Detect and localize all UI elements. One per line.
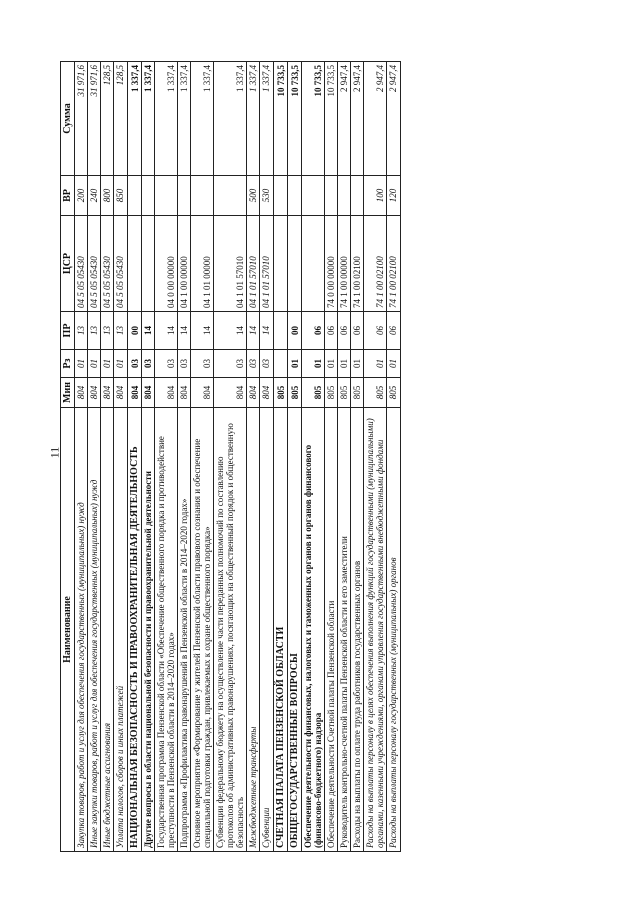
vr-cell [325, 176, 338, 216]
rotated-table-container [60, 62, 592, 852]
vr-cell: 800 [101, 176, 114, 216]
rz-cell: 03 [127, 350, 141, 378]
table-row [325, 62, 338, 852]
rz-cell: 01 [387, 350, 400, 378]
min-cell: 805 [338, 378, 351, 408]
table-row [141, 62, 154, 852]
sum-cell: 1 337,4 [260, 62, 273, 176]
sum-cell: 1 337,4 [177, 62, 190, 176]
header-sum: Сумма [61, 62, 75, 176]
table-row [214, 62, 247, 852]
min-cell: 804 [75, 378, 88, 408]
rotated-page-area [60, 62, 592, 852]
rz-cell: 03 [154, 350, 177, 378]
vr-cell: 120 [387, 176, 400, 216]
pr-cell: 13 [101, 312, 114, 350]
min-cell: 804 [88, 378, 101, 408]
sum-cell: 1 337,4 [154, 62, 177, 176]
min-cell: 805 [351, 378, 364, 408]
row-name-cell: Иные бюджетные ассигнования [101, 408, 114, 852]
sum-cell: 10 733,5 [287, 62, 301, 176]
sum-cell: 31 971,6 [75, 62, 88, 176]
rz-cell: 01 [364, 350, 387, 378]
csr-cell: 74 1 00 00000 [338, 216, 351, 312]
row-name-cell: Субвенции [260, 408, 273, 852]
header-min: Мин [61, 378, 75, 408]
rz-cell: 01 [351, 350, 364, 378]
row-name-cell: Руководитель контрольно-счетной палаты Пензенской области и его заместители [338, 408, 351, 852]
min-cell: 805 [301, 378, 324, 408]
csr-cell: 04 1 01 57010 [247, 216, 260, 312]
min-cell: 804 [101, 378, 114, 408]
rz-cell: 01 [101, 350, 114, 378]
min-cell: 804 [127, 378, 141, 408]
table-row [387, 62, 400, 852]
min-cell: 805 [273, 378, 287, 408]
csr-cell: 04 1 00 00000 [177, 216, 190, 312]
min-cell: 804 [114, 378, 127, 408]
rz-cell: 03 [141, 350, 154, 378]
vr-cell [287, 176, 301, 216]
rz-cell: 03 [260, 350, 273, 378]
rz-cell: 01 [338, 350, 351, 378]
pr-cell: 00 [287, 312, 301, 350]
header-csr: ЦСР [61, 216, 75, 312]
header-name: Наименование [61, 408, 75, 852]
sum-cell: 2 947,4 [338, 62, 351, 176]
vr-cell [127, 176, 141, 216]
rz-cell: 01 [75, 350, 88, 378]
table-row [260, 62, 273, 852]
rz-cell: 01 [325, 350, 338, 378]
sum-cell: 1 337,4 [191, 62, 214, 176]
vr-cell [177, 176, 190, 216]
csr-cell: 04 1 01 57010 [260, 216, 273, 312]
pr-cell: 14 [260, 312, 273, 350]
table-row [338, 62, 351, 852]
row-name-cell: Подпрограмма «Профилактика правонарушений в Пензенской области в 2014–2020 годах» [177, 408, 190, 852]
vr-cell [273, 176, 287, 216]
header-pr: ПР [61, 312, 75, 350]
vr-cell: 240 [88, 176, 101, 216]
rz-cell [273, 350, 287, 378]
header-rz: Рз [61, 350, 75, 378]
vr-cell [141, 176, 154, 216]
vr-cell [191, 176, 214, 216]
row-name-cell: Субвенции федеральному бюджету на осуществление части переданных полномочий по составлению протоколов об административных правонарушениях, посягающих на общественный порядок и общественную безопасность [214, 408, 247, 852]
table-row [114, 62, 127, 852]
csr-cell: 74 1 00 02100 [351, 216, 364, 312]
csr-cell [287, 216, 301, 312]
csr-cell: 74 1 00 02100 [387, 216, 400, 312]
table-row [177, 62, 190, 852]
pr-cell: 13 [75, 312, 88, 350]
sum-cell: 1 337,4 [214, 62, 247, 176]
table-header-row [61, 62, 75, 852]
sum-cell: 2 947,4 [351, 62, 364, 176]
table-row [127, 62, 141, 852]
rz-cell: 01 [287, 350, 301, 378]
row-name-cell: Межбюджетные трансферты [247, 408, 260, 852]
min-cell: 804 [247, 378, 260, 408]
sum-cell: 10 733,5 [301, 62, 324, 176]
pr-cell: 06 [351, 312, 364, 350]
sum-cell: 1 337,4 [141, 62, 154, 176]
csr-cell: 74 0 00 00000 [325, 216, 338, 312]
row-name-cell: Расходы на выплаты персоналу государственных (муниципальных) органов [387, 408, 400, 852]
csr-cell [301, 216, 324, 312]
pr-cell: 14 [191, 312, 214, 350]
min-cell: 804 [177, 378, 190, 408]
rz-cell: 03 [214, 350, 247, 378]
table-row [287, 62, 301, 852]
table-row [101, 62, 114, 852]
pr-cell: 14 [177, 312, 190, 350]
vr-cell [301, 176, 324, 216]
row-name-cell: Основное мероприятие «Формирование у жителей Пензенской области правового сознания и обеспечение специальной подготовки граждан, привлекаемых к охране общественного порядка» [191, 408, 214, 852]
table-row [247, 62, 260, 852]
table-row [88, 62, 101, 852]
table-row [273, 62, 287, 852]
pr-cell: 14 [214, 312, 247, 350]
row-name-cell: Иные закупки товаров, работ и услуг для обеспечения государственных (муниципальных) нужд [88, 408, 101, 852]
csr-cell: 04 0 00 00000 [154, 216, 177, 312]
rz-cell: 03 [177, 350, 190, 378]
vr-cell: 850 [114, 176, 127, 216]
table-row [154, 62, 177, 852]
csr-cell: 04 5 05 05430 [75, 216, 88, 312]
row-name-cell: Расходы на выплаты по оплате труда работников государственных органов [351, 408, 364, 852]
pr-cell: 06 [301, 312, 324, 350]
csr-cell: 04 1 01 57010 [214, 216, 247, 312]
pr-cell: 00 [127, 312, 141, 350]
vr-cell [338, 176, 351, 216]
table-body [75, 62, 400, 852]
sum-cell: 31 971,6 [88, 62, 101, 176]
sum-cell: 1 337,4 [247, 62, 260, 176]
vr-cell [214, 176, 247, 216]
rz-cell: 01 [88, 350, 101, 378]
csr-cell: 04 5 05 05430 [88, 216, 101, 312]
vr-cell: 200 [75, 176, 88, 216]
table-row [191, 62, 214, 852]
row-name-cell: Государственная программа Пензенской области «Обеспечение общественного порядка и противодействие преступности в Пензенской области в 2014–2020 годах» [154, 408, 177, 852]
page-number: 11 [47, 446, 62, 459]
sum-cell: 1 337,4 [127, 62, 141, 176]
rz-cell: 01 [301, 350, 324, 378]
sum-cell: 128,5 [114, 62, 127, 176]
min-cell: 804 [191, 378, 214, 408]
min-cell: 804 [154, 378, 177, 408]
row-name-cell: НАЦИОНАЛЬНАЯ БЕЗОПАСНОСТЬ И ПРАВООХРАНИТЕЛЬНАЯ ДЕЯТЕЛЬНОСТЬ [127, 408, 141, 852]
csr-cell [273, 216, 287, 312]
row-name-cell: Уплата налогов, сборов и иных платежей [114, 408, 127, 852]
rz-cell: 01 [114, 350, 127, 378]
csr-cell [141, 216, 154, 312]
min-cell: 805 [287, 378, 301, 408]
pr-cell: 14 [247, 312, 260, 350]
table-row [351, 62, 364, 852]
row-name-cell: СЧЕТНАЯ ПАЛАТА ПЕНЗЕНСКОЙ ОБЛАСТИ [273, 408, 287, 852]
min-cell: 805 [325, 378, 338, 408]
sum-cell: 128,5 [101, 62, 114, 176]
csr-cell: 04 1 01 00000 [191, 216, 214, 312]
header-vr: ВР [61, 176, 75, 216]
min-cell: 804 [141, 378, 154, 408]
pr-cell: 13 [88, 312, 101, 350]
pr-cell: 06 [387, 312, 400, 350]
sum-cell: 2 947,4 [364, 62, 387, 176]
sum-cell: 10 733,5 [273, 62, 287, 176]
table-row [364, 62, 387, 852]
row-name-cell: Обеспечение деятельности финансовых, налоговых и таможенных органов и органов финансового (финансово-бюджетного) надзора [301, 408, 324, 852]
min-cell: 804 [214, 378, 247, 408]
budget-table [60, 61, 401, 852]
rz-cell: 03 [247, 350, 260, 378]
min-cell: 805 [364, 378, 387, 408]
row-name-cell: ОБЩЕГОСУДАРСТВЕННЫЕ ВОПРОСЫ [287, 408, 301, 852]
vr-cell: 100 [364, 176, 387, 216]
pr-cell [273, 312, 287, 350]
pr-cell: 13 [114, 312, 127, 350]
vr-cell [351, 176, 364, 216]
table-row [75, 62, 88, 852]
row-name-cell: Закупка товаров, работ и услуг для обеспечения государственных (муниципальных) нужд [75, 408, 88, 852]
row-name-cell: Расходы на выплаты персоналу в целях обеспечения выполнения функций государственными (муниципальными) органами, казенными учреждениями, органами управления государственными внебюджетными фондами [364, 408, 387, 852]
vr-cell: 500 [247, 176, 260, 216]
vr-cell: 530 [260, 176, 273, 216]
vr-cell [154, 176, 177, 216]
row-name-cell: Другие вопросы в области национальной безопасности и правоохранительной деятельности [141, 408, 154, 852]
csr-cell: 74 1 00 02100 [364, 216, 387, 312]
csr-cell: 04 5 05 05430 [101, 216, 114, 312]
pr-cell: 06 [338, 312, 351, 350]
sum-cell: 10 733,5 [325, 62, 338, 176]
min-cell: 804 [260, 378, 273, 408]
csr-cell: 04 5 05 05430 [114, 216, 127, 312]
min-cell: 805 [387, 378, 400, 408]
rz-cell: 03 [191, 350, 214, 378]
pr-cell: 06 [364, 312, 387, 350]
row-name-cell: Обеспечение деятельности Счетной палаты Пензенской области [325, 408, 338, 852]
table-row [301, 62, 324, 852]
csr-cell [127, 216, 141, 312]
sum-cell: 2 947,4 [387, 62, 400, 176]
pr-cell: 14 [141, 312, 154, 350]
pr-cell: 14 [154, 312, 177, 350]
pr-cell: 06 [325, 312, 338, 350]
